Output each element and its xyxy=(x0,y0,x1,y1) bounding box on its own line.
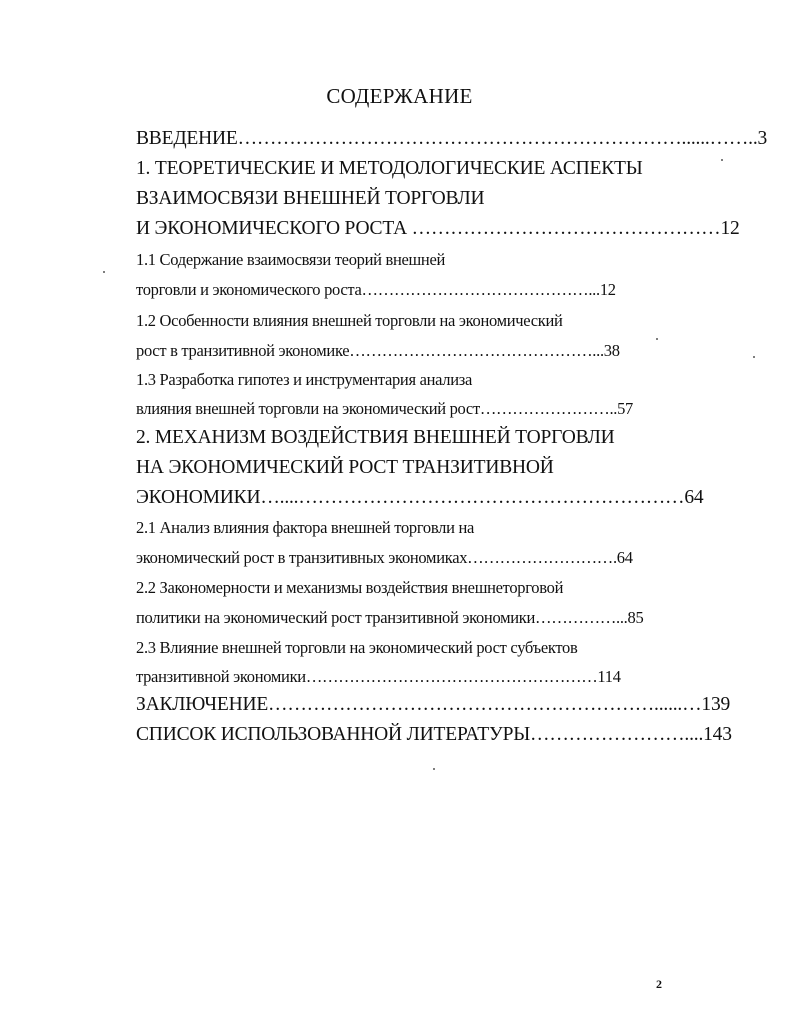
page-title: СОДЕРЖАНИЕ xyxy=(326,84,473,108)
toc-section-1-3-line-2: влияния внешней торговли на экономический рост……………………..57 xyxy=(136,399,634,418)
scan-speck xyxy=(656,338,658,340)
toc-entry-introduction: ВВЕДЕНИЕ……………………………………………………………......……..3 xyxy=(136,128,768,149)
toc-section-2-2-line-2: политики на экономический рост транзитивной экономики……………...85 xyxy=(136,608,644,627)
scan-speck xyxy=(433,768,435,770)
toc-section-1-2-line-2: рост в транзитивной экономике………………………………………...38 xyxy=(136,341,620,360)
toc-section-2-1-line-1: 2.1 Анализ влияния фактора внешней торговли на xyxy=(136,518,475,537)
toc-section-1-1-line-1: 1.1 Содержание взаимосвязи теорий внешней xyxy=(136,250,446,269)
toc-section-2-3-line-1: 2.3 Влияние внешней торговли на экономический рост субъектов xyxy=(136,638,578,657)
toc-section-1-2-line-1: 1.2 Особенности влияния внешней торговли на экономический xyxy=(136,311,563,330)
scan-speck xyxy=(753,356,755,358)
toc-section-2-3-line-2: транзитивной экономики………………………………………………114 xyxy=(136,667,621,686)
scan-speck xyxy=(721,159,723,161)
toc-section-2-2-line-1: 2.2 Закономерности и механизмы воздействия внешнеторговой xyxy=(136,578,564,597)
toc-chapter-2-title-line-3: ЭКОНОМИКИ…....……………………………………………………64 xyxy=(136,487,704,508)
toc-chapter-1-title-line-2: ВЗАИМОСВЯЗИ ВНЕШНЕЙ ТОРГОВЛИ xyxy=(136,188,485,209)
toc-chapter-1-title-line-3: И ЭКОНОМИЧЕСКОГО РОСТА …………………………………………12 xyxy=(136,218,740,239)
toc-chapter-1-title-line-1: 1. ТЕОРЕТИЧЕСКИЕ И МЕТОДОЛОГИЧЕСКИЕ АСПЕКТЫ xyxy=(136,158,643,179)
page-number: 2 xyxy=(656,977,662,991)
toc-section-2-1-line-2: экономический рост в транзитивных экономиках……………………….64 xyxy=(136,548,633,567)
scan-speck xyxy=(103,271,105,273)
toc-entry-bibliography: СПИСОК ИСПОЛЬЗОВАННОЙ ЛИТЕРАТУРЫ……………………....143 xyxy=(136,724,732,745)
toc-section-1-1-line-2: торговли и экономического роста……………………………………...12 xyxy=(136,280,616,299)
toc-entry-conclusion: ЗАКЛЮЧЕНИЕ……………………………………………………......…139 xyxy=(136,694,731,715)
toc-chapter-2-title-line-1: 2. МЕХАНИЗМ ВОЗДЕЙСТВИЯ ВНЕШНЕЙ ТОРГОВЛИ xyxy=(136,427,615,448)
toc-section-1-3-line-1: 1.3 Разработка гипотез и инструментария анализа xyxy=(136,370,473,389)
toc-chapter-2-title-line-2: НА ЭКОНОМИЧЕСКИЙ РОСТ ТРАНЗИТИВНОЙ xyxy=(136,457,554,478)
